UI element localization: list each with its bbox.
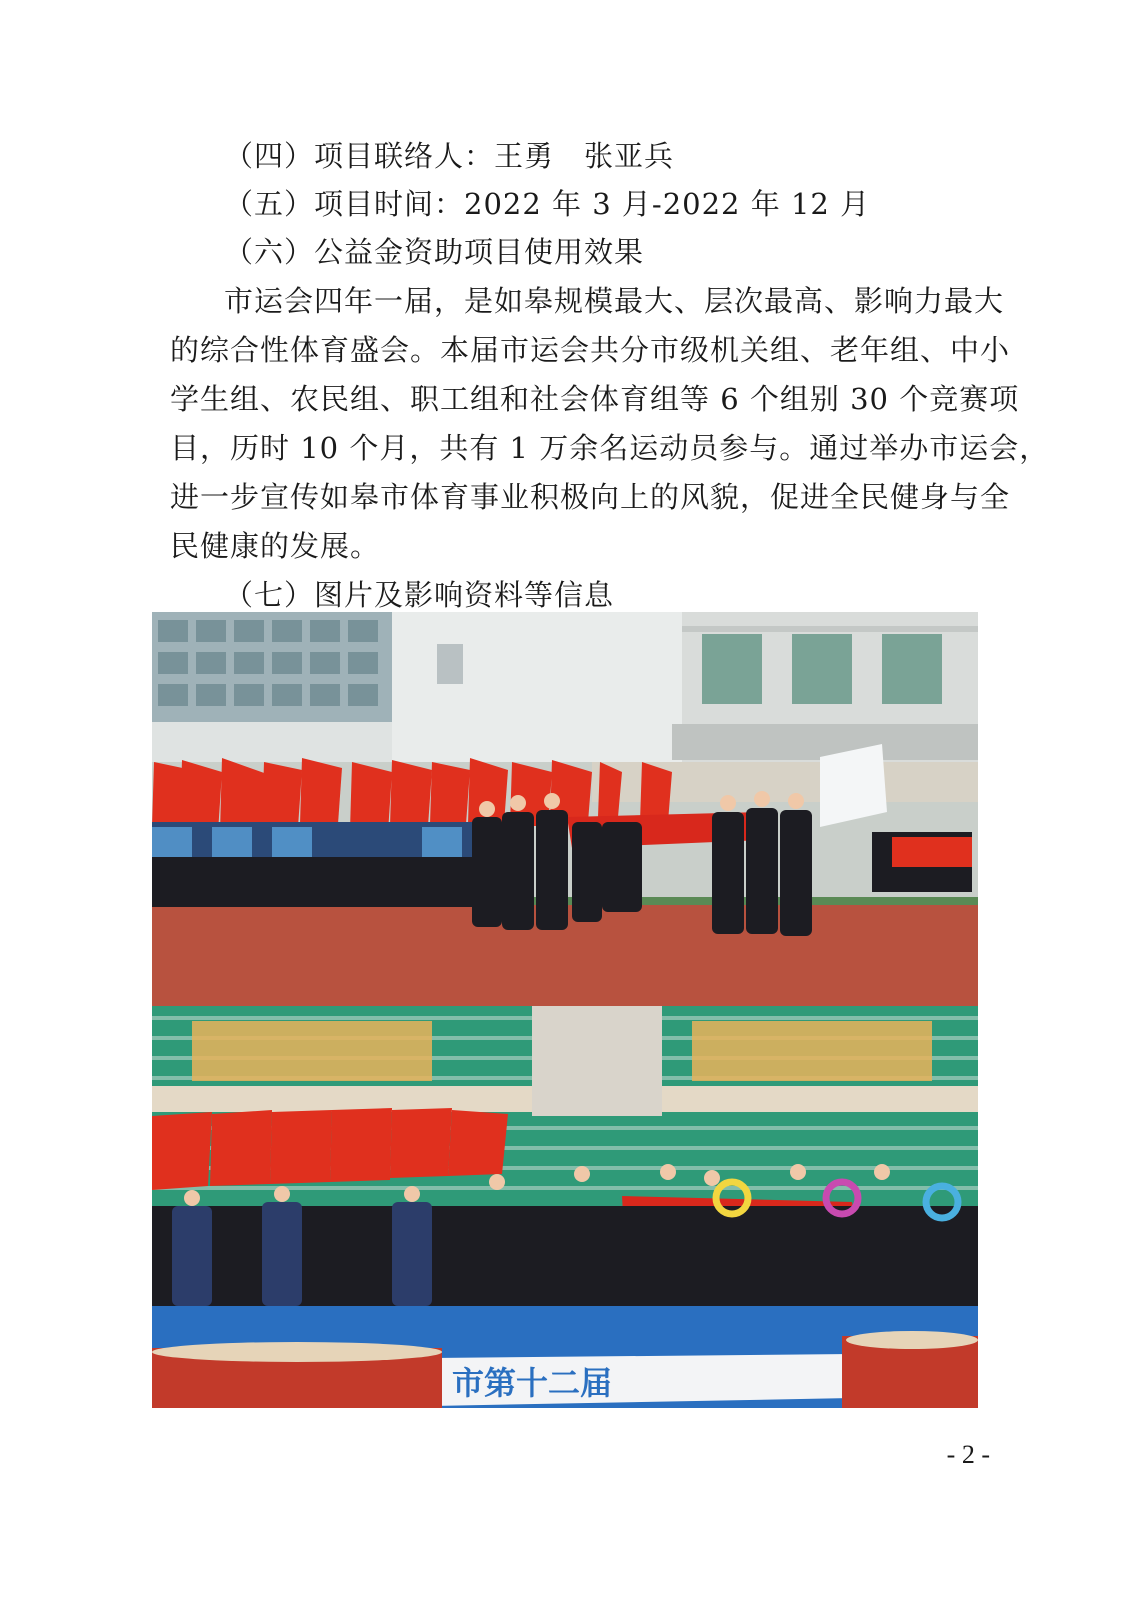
images-heading: （七）图片及影响资料等信息 xyxy=(224,578,615,612)
paragraph-line: 学生组、农民组、职工组和社会体育组等 6 个组别 30 个竞赛项 xyxy=(170,382,1020,416)
contact-line: （四）项目联络人：王勇 张亚兵 xyxy=(224,139,675,173)
page-number: - 2 - xyxy=(946,1440,990,1469)
ceremony-photo-top xyxy=(152,612,978,1006)
time-line: （五）项目时间：2022 年 3 月-2022 年 12 月 xyxy=(224,187,871,221)
paragraph-line: 的综合性体育盛会。本届市运会共分市级机关组、老年组、中小 xyxy=(170,333,1011,367)
effect-heading: （六）公益金资助项目使用效果 xyxy=(224,235,645,269)
paragraph-line: 目，历时 10 个月，共有 1 万余名运动员参与。通过举办市运会， xyxy=(170,431,1050,465)
paragraph-line: 市运会四年一届，是如皋规模最大、层次最高、影响力最大 xyxy=(224,284,1005,318)
ceremony-photo-bottom xyxy=(152,1006,978,1408)
paragraph-line: 进一步宣传如皋市体育事业积极向上的风貌，促进全民健身与全 xyxy=(170,480,1011,514)
paragraph-line: 民健康的发展。 xyxy=(170,529,381,563)
banner-text: 市第十二届 xyxy=(452,1364,613,1402)
